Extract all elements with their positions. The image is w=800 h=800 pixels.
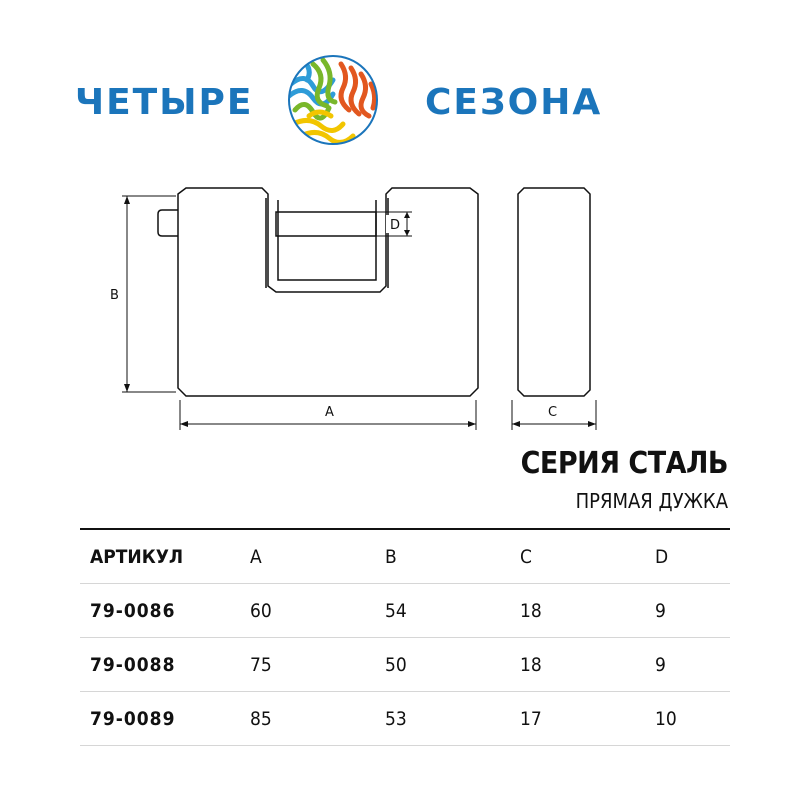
brand-name-right: СЕЗОНА xyxy=(425,82,603,123)
cell-b: 50 xyxy=(375,638,510,692)
series-title: СЕРИЯ СТАЛЬ xyxy=(520,446,728,481)
cell-c: 18 xyxy=(510,584,645,638)
cell-b: 54 xyxy=(375,584,510,638)
dimension-label-d: D xyxy=(390,218,401,233)
cell-article: 79-0086 xyxy=(80,584,240,638)
series-subtitle: ПРЯМАЯ ДУЖКА xyxy=(575,489,728,513)
shackle-bar xyxy=(276,212,376,236)
cell-article: 79-0088 xyxy=(80,638,240,692)
cell-article: 79-0089 xyxy=(80,692,240,746)
side-pin xyxy=(158,210,178,236)
table-row xyxy=(80,638,730,692)
table-row xyxy=(80,692,730,746)
cell-a: 75 xyxy=(240,638,375,692)
lock-body-front xyxy=(178,188,478,396)
header-article: АРТИКУЛ xyxy=(80,529,240,584)
lock-side-view xyxy=(518,188,590,396)
header-b: B xyxy=(375,529,510,584)
cell-c: 17 xyxy=(510,692,645,746)
header-a: A xyxy=(240,529,375,584)
cell-c: 18 xyxy=(510,638,645,692)
table-header-row xyxy=(80,529,730,584)
dimension-label-a: A xyxy=(325,405,334,420)
table-row xyxy=(80,584,730,638)
dimension-label-b: B xyxy=(110,288,119,303)
specifications-table xyxy=(80,528,730,746)
cell-a: 60 xyxy=(240,584,375,638)
cell-d: 9 xyxy=(645,584,730,638)
header-d: D xyxy=(645,529,730,584)
cell-b: 53 xyxy=(375,692,510,746)
cell-d: 9 xyxy=(645,638,730,692)
header-c: C xyxy=(510,529,645,584)
brand-name-left: ЧЕТЫРЕ xyxy=(75,82,254,123)
dimension-label-c: C xyxy=(548,405,558,420)
cell-a: 85 xyxy=(240,692,375,746)
cell-d: 10 xyxy=(645,692,730,746)
